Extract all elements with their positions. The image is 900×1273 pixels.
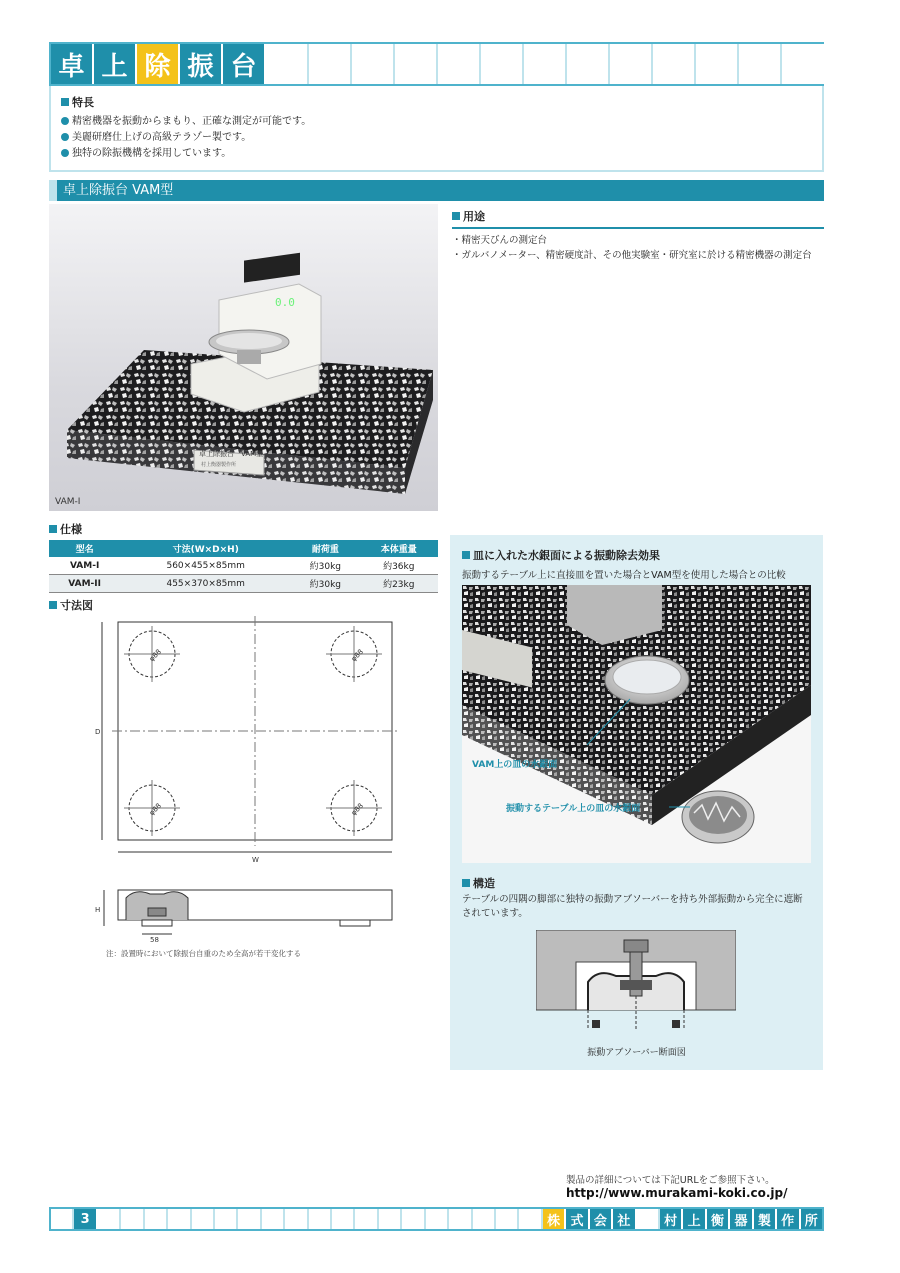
callout-vam: VAM上の皿の水銀面 bbox=[472, 760, 558, 770]
usage-heading bbox=[452, 208, 824, 224]
table-cell: 455×370×85mm bbox=[120, 575, 291, 593]
absorber-caption: 振動アブソーバー断面図 bbox=[587, 1048, 686, 1058]
dimensions-heading bbox=[49, 597, 93, 613]
square-bullet-icon bbox=[462, 551, 470, 559]
square-bullet-icon bbox=[49, 601, 57, 609]
specs-section bbox=[49, 521, 438, 593]
structure-heading bbox=[462, 875, 495, 891]
grid-cell bbox=[438, 44, 481, 84]
column-header: 型名 bbox=[49, 540, 120, 557]
feature-item bbox=[61, 114, 812, 130]
grid-cell bbox=[266, 44, 309, 84]
grid-cell bbox=[238, 1209, 261, 1229]
grid-cell bbox=[332, 1209, 355, 1229]
grid-cell bbox=[610, 44, 653, 84]
footer-grid bbox=[49, 1207, 824, 1231]
grid-cell bbox=[121, 1209, 144, 1229]
grid-cell bbox=[355, 1209, 378, 1229]
grid-cell bbox=[215, 1209, 238, 1229]
table-cell: VAM-II bbox=[49, 575, 120, 593]
table-cell: 約30kg bbox=[291, 557, 359, 575]
usage-heading-text: 用途 bbox=[463, 210, 485, 223]
grid-cell bbox=[426, 1209, 449, 1229]
title-char: 振 bbox=[180, 44, 223, 84]
product-illustration bbox=[49, 204, 438, 511]
table-cell: VAM-I bbox=[49, 557, 120, 575]
grid-cell bbox=[473, 1209, 496, 1229]
grid-cell bbox=[739, 44, 782, 84]
balance-display bbox=[244, 253, 300, 283]
specs-heading bbox=[49, 521, 438, 537]
grid-cell bbox=[309, 1209, 332, 1229]
grid-cell bbox=[379, 1209, 402, 1229]
grid-cell bbox=[449, 1209, 472, 1229]
dimension-note: 注：設置時において除振台自重のため全高が若干変化する bbox=[106, 949, 301, 958]
circle-bullet-icon bbox=[61, 149, 69, 157]
grid-cell bbox=[519, 1209, 542, 1229]
circle-label: φ88 bbox=[147, 801, 163, 818]
grid-cell bbox=[285, 1209, 308, 1229]
dim-label-h: H bbox=[95, 906, 101, 914]
dim-label-58: 58 bbox=[150, 936, 159, 944]
nameplate-line2: 村上衡器製作所 bbox=[201, 462, 237, 468]
grid-cell bbox=[395, 44, 438, 84]
mercury-heading-text: 皿に入れた水銀面による振動除去効果 bbox=[473, 549, 660, 562]
dimension-svg bbox=[90, 612, 420, 952]
table-row bbox=[49, 575, 438, 593]
grid-cell bbox=[98, 1209, 121, 1229]
grid-cell bbox=[524, 44, 567, 84]
circle-label: φ88 bbox=[349, 647, 365, 664]
company-char: 器 bbox=[730, 1209, 753, 1229]
circle-bullet-icon bbox=[61, 117, 69, 125]
grid-cell bbox=[637, 1209, 660, 1229]
title-char: 卓 bbox=[51, 44, 94, 84]
features-heading bbox=[61, 94, 812, 110]
mercury-description: 振動するテーブル上に直接皿を置いた場合とVAM型を使用した場合との比較 bbox=[462, 570, 786, 581]
grid-cell bbox=[402, 1209, 425, 1229]
features-list bbox=[61, 114, 812, 162]
section-title: 卓上除振台 VAM型 bbox=[63, 183, 174, 198]
title-char: 除 bbox=[137, 44, 180, 84]
square-bullet-icon bbox=[61, 98, 69, 106]
table-cell: 約36kg bbox=[360, 557, 438, 575]
dimensions-heading-text: 寸法図 bbox=[60, 599, 93, 612]
section-title-bar bbox=[49, 180, 824, 201]
features-box bbox=[49, 86, 824, 172]
divider bbox=[452, 227, 824, 229]
info-panel bbox=[450, 535, 823, 1070]
grid-cell bbox=[262, 1209, 285, 1229]
table-header-row bbox=[49, 540, 438, 557]
feature-text: 美麗研磨仕上げの高級テラゾー製です。 bbox=[72, 132, 252, 143]
grid-cell bbox=[51, 1209, 74, 1229]
usage-section bbox=[452, 208, 824, 263]
feature-text: 精密機器を振動からまもり、正確な測定が可能です。 bbox=[72, 116, 312, 127]
grid-cell bbox=[168, 1209, 191, 1229]
grid-cell bbox=[481, 44, 524, 84]
column-header: 本体重量 bbox=[360, 540, 438, 557]
features-heading-text: 特長 bbox=[72, 96, 94, 109]
footer-url[interactable]: http://www.murakami-koki.co.jp/ bbox=[566, 1186, 788, 1200]
circle-bullet-icon bbox=[61, 133, 69, 141]
company-char: 会 bbox=[590, 1209, 613, 1229]
grid-cell bbox=[309, 44, 352, 84]
structure-description: テーブルの四隅の脚部に独特の振動アブソーバーを持ち外部振動から完全に遮断されています。 bbox=[462, 894, 803, 919]
company-char: 株 bbox=[543, 1209, 566, 1229]
feature-item bbox=[61, 130, 812, 146]
table-cell: 約30kg bbox=[291, 575, 359, 593]
title-char: 台 bbox=[223, 44, 266, 84]
callout-table: 振動するテーブル上の皿の水銀面 bbox=[506, 804, 641, 814]
balance-reading: 0.0 bbox=[275, 296, 295, 309]
photo-caption: VAM-I bbox=[55, 497, 81, 507]
page-number: 3 bbox=[74, 1209, 97, 1229]
title-char: 上 bbox=[94, 44, 137, 84]
column-header: 耐荷重 bbox=[291, 540, 359, 557]
company-char: 社 bbox=[613, 1209, 636, 1229]
company-char: 衡 bbox=[707, 1209, 730, 1229]
dimension-drawing bbox=[90, 612, 420, 952]
product-photo bbox=[49, 204, 438, 511]
circle-label: φ88 bbox=[147, 647, 163, 664]
company-char: 村 bbox=[660, 1209, 683, 1229]
mercury-heading bbox=[462, 547, 660, 563]
absorber-diagram bbox=[536, 930, 736, 1040]
column-header: 寸法(W×D×H) bbox=[120, 540, 291, 557]
grid-cell bbox=[496, 1209, 519, 1229]
absorber-svg bbox=[536, 930, 736, 1040]
mercury-illustration bbox=[462, 585, 811, 863]
structure-heading-text: 構造 bbox=[473, 877, 495, 890]
dim-label-d: D bbox=[95, 728, 101, 736]
specs-heading-text: 仕様 bbox=[60, 523, 82, 536]
dim-label-w: W bbox=[252, 856, 259, 864]
mercury-photo bbox=[462, 585, 811, 863]
specs-table bbox=[49, 540, 438, 593]
feature-text: 独特の除振機構を採用しています。 bbox=[72, 148, 232, 159]
company-char: 上 bbox=[683, 1209, 706, 1229]
grid-cell bbox=[192, 1209, 215, 1229]
grid-cell bbox=[782, 44, 825, 84]
nameplate-line1: 卓上除振台 VAM型 bbox=[199, 450, 264, 458]
footer-note: 製品の詳細については下記URLをご参照下さい。 bbox=[566, 1175, 775, 1186]
title-grid bbox=[49, 42, 824, 86]
grid-cell bbox=[653, 44, 696, 84]
table-cell: 560×455×85mm bbox=[120, 557, 291, 575]
table-cell: 約23kg bbox=[360, 575, 438, 593]
grid-cell bbox=[696, 44, 739, 84]
grid-cell bbox=[352, 44, 395, 84]
feature-item bbox=[61, 146, 812, 162]
usage-line: ・ガルバノメーター、精密硬度計、その他実験室・研究室に於ける精密機器の測定台 bbox=[452, 250, 812, 261]
company-char: 所 bbox=[801, 1209, 822, 1229]
table-row bbox=[49, 557, 438, 575]
usage-line: ・精密天びんの測定台 bbox=[452, 235, 548, 246]
grid-cell bbox=[567, 44, 610, 84]
company-char: 作 bbox=[777, 1209, 800, 1229]
company-char: 式 bbox=[566, 1209, 589, 1229]
grid-cell bbox=[145, 1209, 168, 1229]
circle-label: φ88 bbox=[349, 801, 365, 818]
square-bullet-icon bbox=[452, 212, 460, 220]
square-bullet-icon bbox=[49, 525, 57, 533]
square-bullet-icon bbox=[462, 879, 470, 887]
company-char: 製 bbox=[754, 1209, 777, 1229]
